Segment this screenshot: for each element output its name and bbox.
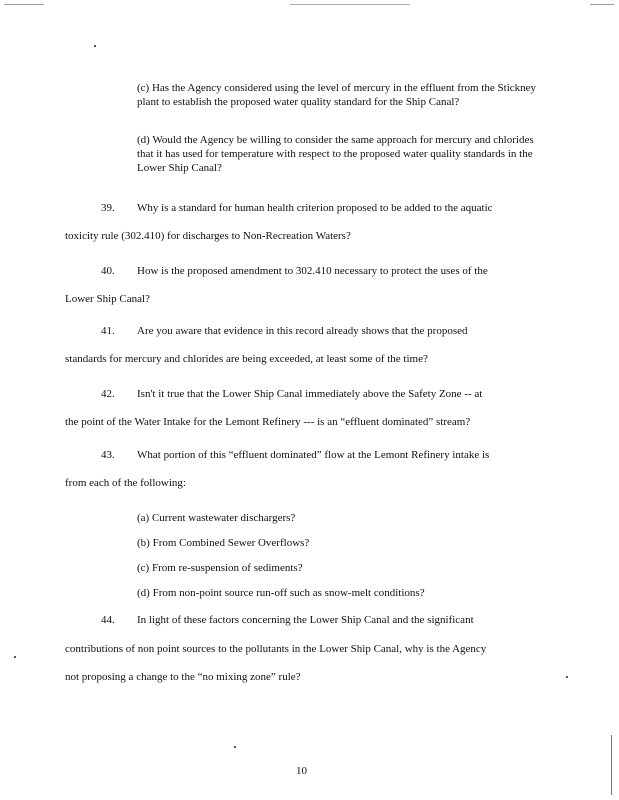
question-43-text: What portion of this “effluent dominated” flow at the Lemont Refinery intake is	[137, 449, 490, 461]
sub-question-d: (d) Would the Agency be willing to consider the same approach for mercury and chlorides that it has used for temperature with respect to the proposed water quality standards in the Lower Ship Canal?	[137, 134, 534, 174]
question-43-text-cont: from each of the following:	[65, 477, 186, 489]
question-40-text-cont: Lower Ship Canal?	[65, 293, 150, 305]
question-44-text-cont: contributions of non point sources to the pollutants in the Lower Ship Canal, why is the Agency	[65, 643, 487, 655]
sub-question-c: (c) Has the Agency considered using the level of mercury in the effluent from the Stickney plant to establish the proposed water quality standard for the Ship Canal?	[137, 82, 537, 108]
question-42-number: 42.	[101, 388, 115, 400]
page-number: 10	[296, 765, 307, 777]
question-39-number: 39.	[101, 202, 115, 214]
question-41-number: 41.	[101, 325, 115, 337]
question-43-item-b: (b) From Combined Sewer Overflows?	[137, 537, 310, 549]
question-39-text-cont: toxicity rule (302.410) for discharges to Non-Recreation Waters?	[65, 230, 351, 242]
scan-artifact	[14, 656, 16, 658]
scan-artifact	[4, 4, 44, 5]
question-41-text: Are you aware that evidence in this record already shows that the proposed	[137, 325, 468, 337]
question-43-item-c: (c) From re-suspension of sediments?	[137, 562, 303, 574]
question-43-number: 43.	[101, 449, 115, 461]
scan-artifact	[611, 735, 612, 795]
question-40-text: How is the proposed amendment to 302.410 necessary to protect the uses of the	[137, 265, 488, 277]
question-42-text-cont: the point of the Water Intake for the Lemont Refinery --- is an “effluent dominated” stream?	[65, 416, 471, 428]
scan-artifact	[290, 4, 410, 5]
question-39-text: Why is a standard for human health criterion proposed to be added to the aquatic	[137, 202, 493, 214]
question-44-number: 44.	[101, 614, 115, 626]
question-44-text-cont-2: not proposing a change to the “no mixing zone” rule?	[65, 671, 301, 683]
question-40-number: 40.	[101, 265, 115, 277]
question-43-item-a: (a) Current wastewater dischargers?	[137, 512, 296, 524]
scan-artifact	[234, 746, 236, 748]
question-42-text: Isn't it true that the Lower Ship Canal immediately above the Safety Zone -- at	[137, 388, 483, 400]
scan-artifact	[590, 4, 614, 5]
question-44-text: In light of these factors concerning the Lower Ship Canal and the significant	[137, 614, 474, 626]
question-43-item-d: (d) From non-point source run-off such as snow-melt conditions?	[137, 587, 425, 599]
scan-artifact	[94, 45, 96, 47]
question-41-text-cont: standards for mercury and chlorides are being exceeded, at least some of the time?	[65, 353, 428, 365]
scan-artifact	[566, 676, 568, 678]
